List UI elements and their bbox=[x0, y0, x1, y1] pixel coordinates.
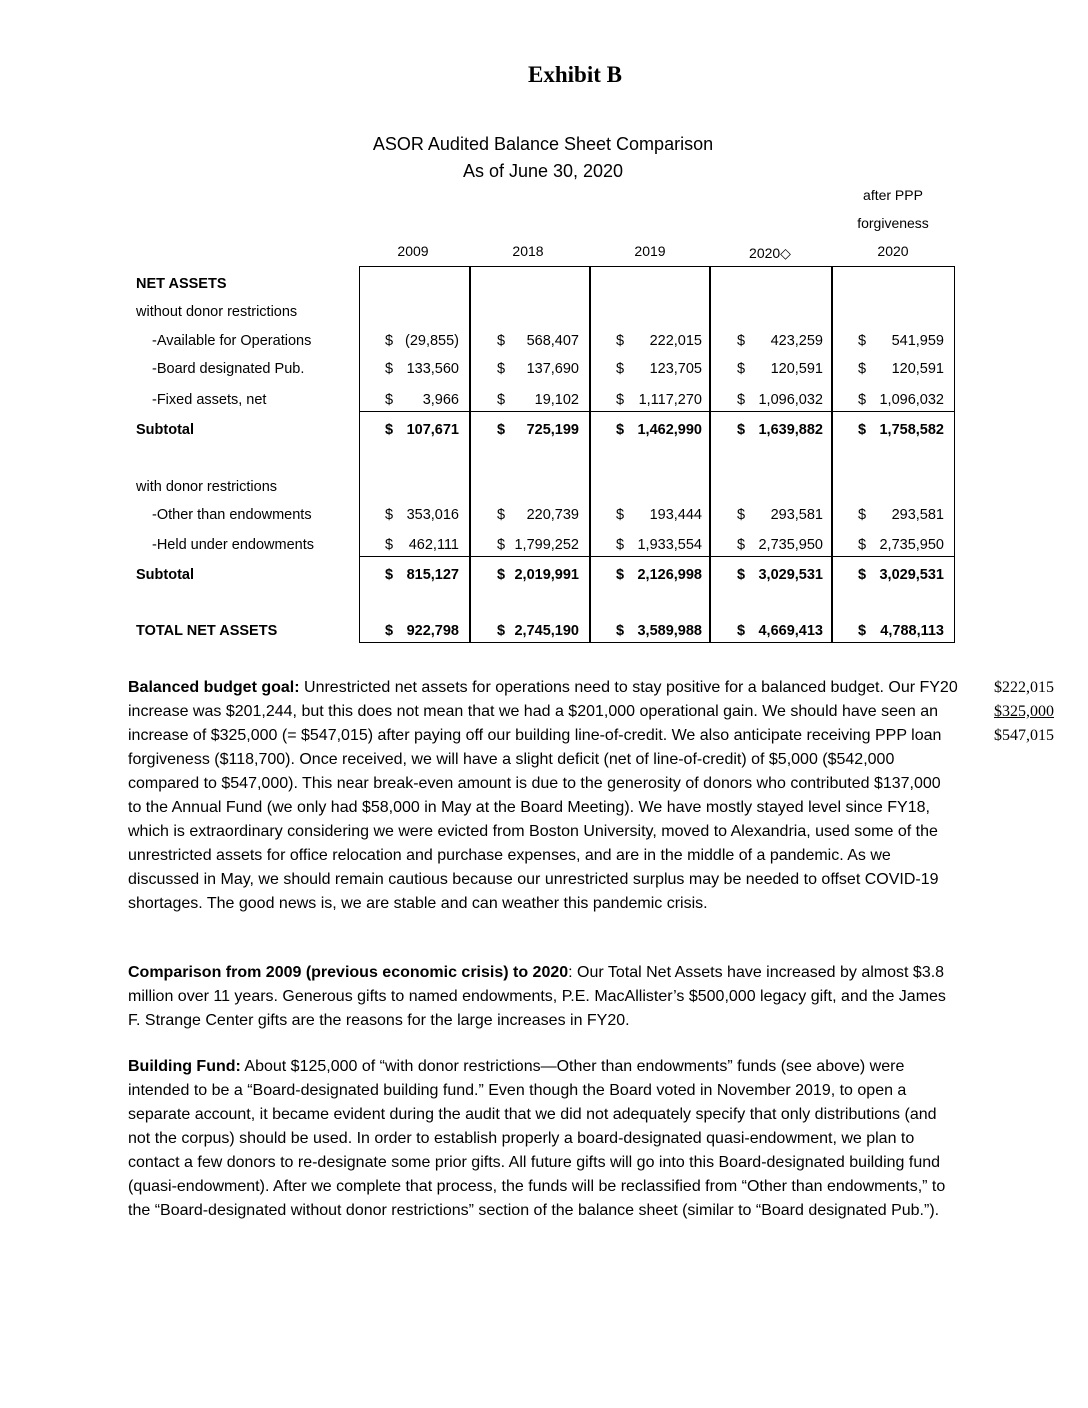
side-calculation bbox=[974, 676, 1054, 748]
row-label-subtotal-2: Subtotal bbox=[136, 567, 194, 583]
paragraph-building-fund bbox=[128, 1055, 958, 1223]
row-label-held-endowments: -Held under endowments bbox=[152, 537, 315, 553]
row-label-other-endowments: -Other than endowments bbox=[152, 507, 312, 523]
side-calc-increase: $325,000 bbox=[994, 703, 1054, 720]
sheet-title-block bbox=[0, 131, 1086, 185]
col-header-2020: 2020◇ bbox=[749, 245, 791, 261]
column-box-2018 bbox=[469, 266, 591, 643]
col-header-2019: 2019 bbox=[634, 243, 666, 259]
col-header-2018: 2018 bbox=[512, 243, 544, 259]
exhibit-title: Exhibit B bbox=[528, 62, 622, 87]
without-restrictions-heading: without donor restrictions bbox=[136, 304, 298, 320]
sheet-title: ASOR Audited Balance Sheet Comparison bbox=[372, 134, 714, 154]
col-header-after-ppp-note1: after PPP bbox=[863, 187, 923, 203]
paragraph-building-fund-text: About $125,000 of “with donor restrictions—Other than endowments” funds (see above) were intended to be a “Board-designated building fund.” Even though the Board voted in November 2019, to open a separate account, it became evident during the audit that we did not adequately specify that only distributions (and not the corpus) should be used. In order to establish properly a board-designated quasi-endowment, we plan to contact a few donors to re-designate some prior gifts. All future gifts will go into this Board-designated building fund (quasi-endowment). After we complete that process, the funds will be reclassified from “Other than endowments,” to the “Board-designated without donor restrictions” section of the balance sheet (similar to “Board designated Pub.”). bbox=[128, 1058, 946, 1219]
paragraph-balanced-budget-text: Unrestricted net assets for operations need to stay positive for a balanced budget. Our FY20 increase was $201,244, but this does not mean that we had a $201,000 operational gain. We should have seen an increase of $325,000 (= $547,015) after paying off our building line-of-credit. We also anticipate receiving PPP loan forgiveness ($118,700). Once received, we will have a slight deficit (net of line-of-credit) of $5,000 ($542,000 compared to $547,000). This near break-even amount is due to the generosity of donors who contributed $137,000 to the Annual Fund (we only had $58,000 in May at the Board Meeting). We have mostly stayed level since FY18, which is extraordinary considering we were evicted from Boston University, moved to Alexandria, used some of the unrestricted assets for office relocation and purchase expenses, and are in the middle of a pandemic. As we discussed in May, we should remain cautious because our unrestricted surplus may be needed to offset COVID-19 shortages. The good news is, we are stable and can weather this pandemic crisis. bbox=[128, 679, 958, 912]
row-label-subtotal-1: Subtotal bbox=[136, 422, 194, 438]
paragraph-comparison-heading: Comparison from 2009 (previous economic crisis) to 2020 bbox=[128, 964, 569, 981]
row-label-fixed-assets: -Fixed assets, net bbox=[152, 392, 267, 408]
column-box-after-ppp bbox=[831, 266, 955, 643]
sheet-subtitle: As of June 30, 2020 bbox=[462, 161, 624, 181]
row-label-available: -Available for Operations bbox=[152, 333, 312, 349]
paragraph-comparison-text: : Our Total Net Assets have increased by almost $3.8 million over 11 years. Generous gifts to named endowments, P.E. MacAllister’s $500,000 legacy gift, and the James F. Strange Center gifts are the reasons for the large increases in FY20. bbox=[128, 964, 946, 1029]
paragraph-building-fund-heading: Building Fund: bbox=[128, 1058, 241, 1075]
paragraph-balanced-budget-heading: Balanced budget goal: bbox=[128, 679, 300, 696]
column-box-2019 bbox=[589, 266, 711, 643]
col-header-after-ppp: 2020 bbox=[877, 243, 909, 259]
subtotal-2-rule bbox=[359, 556, 955, 557]
column-box-2020 bbox=[709, 266, 833, 643]
side-calc-2019-value: $222,015 bbox=[994, 679, 1054, 696]
row-label-board-designated: -Board designated Pub. bbox=[152, 361, 305, 377]
subtotal-1-rule bbox=[359, 411, 955, 412]
side-calc-total: $547,015 bbox=[994, 727, 1054, 744]
net-assets-heading: NET ASSETS bbox=[136, 276, 227, 292]
column-box-2009 bbox=[359, 266, 471, 643]
col-header-after-ppp-note2: forgiveness bbox=[857, 215, 929, 231]
with-restrictions-heading: with donor restrictions bbox=[136, 479, 278, 495]
paragraph-balanced-budget bbox=[128, 676, 958, 916]
paragraph-comparison bbox=[128, 961, 958, 1033]
col-header-2009: 2009 bbox=[397, 243, 429, 259]
row-label-total: TOTAL NET ASSETS bbox=[136, 623, 278, 639]
